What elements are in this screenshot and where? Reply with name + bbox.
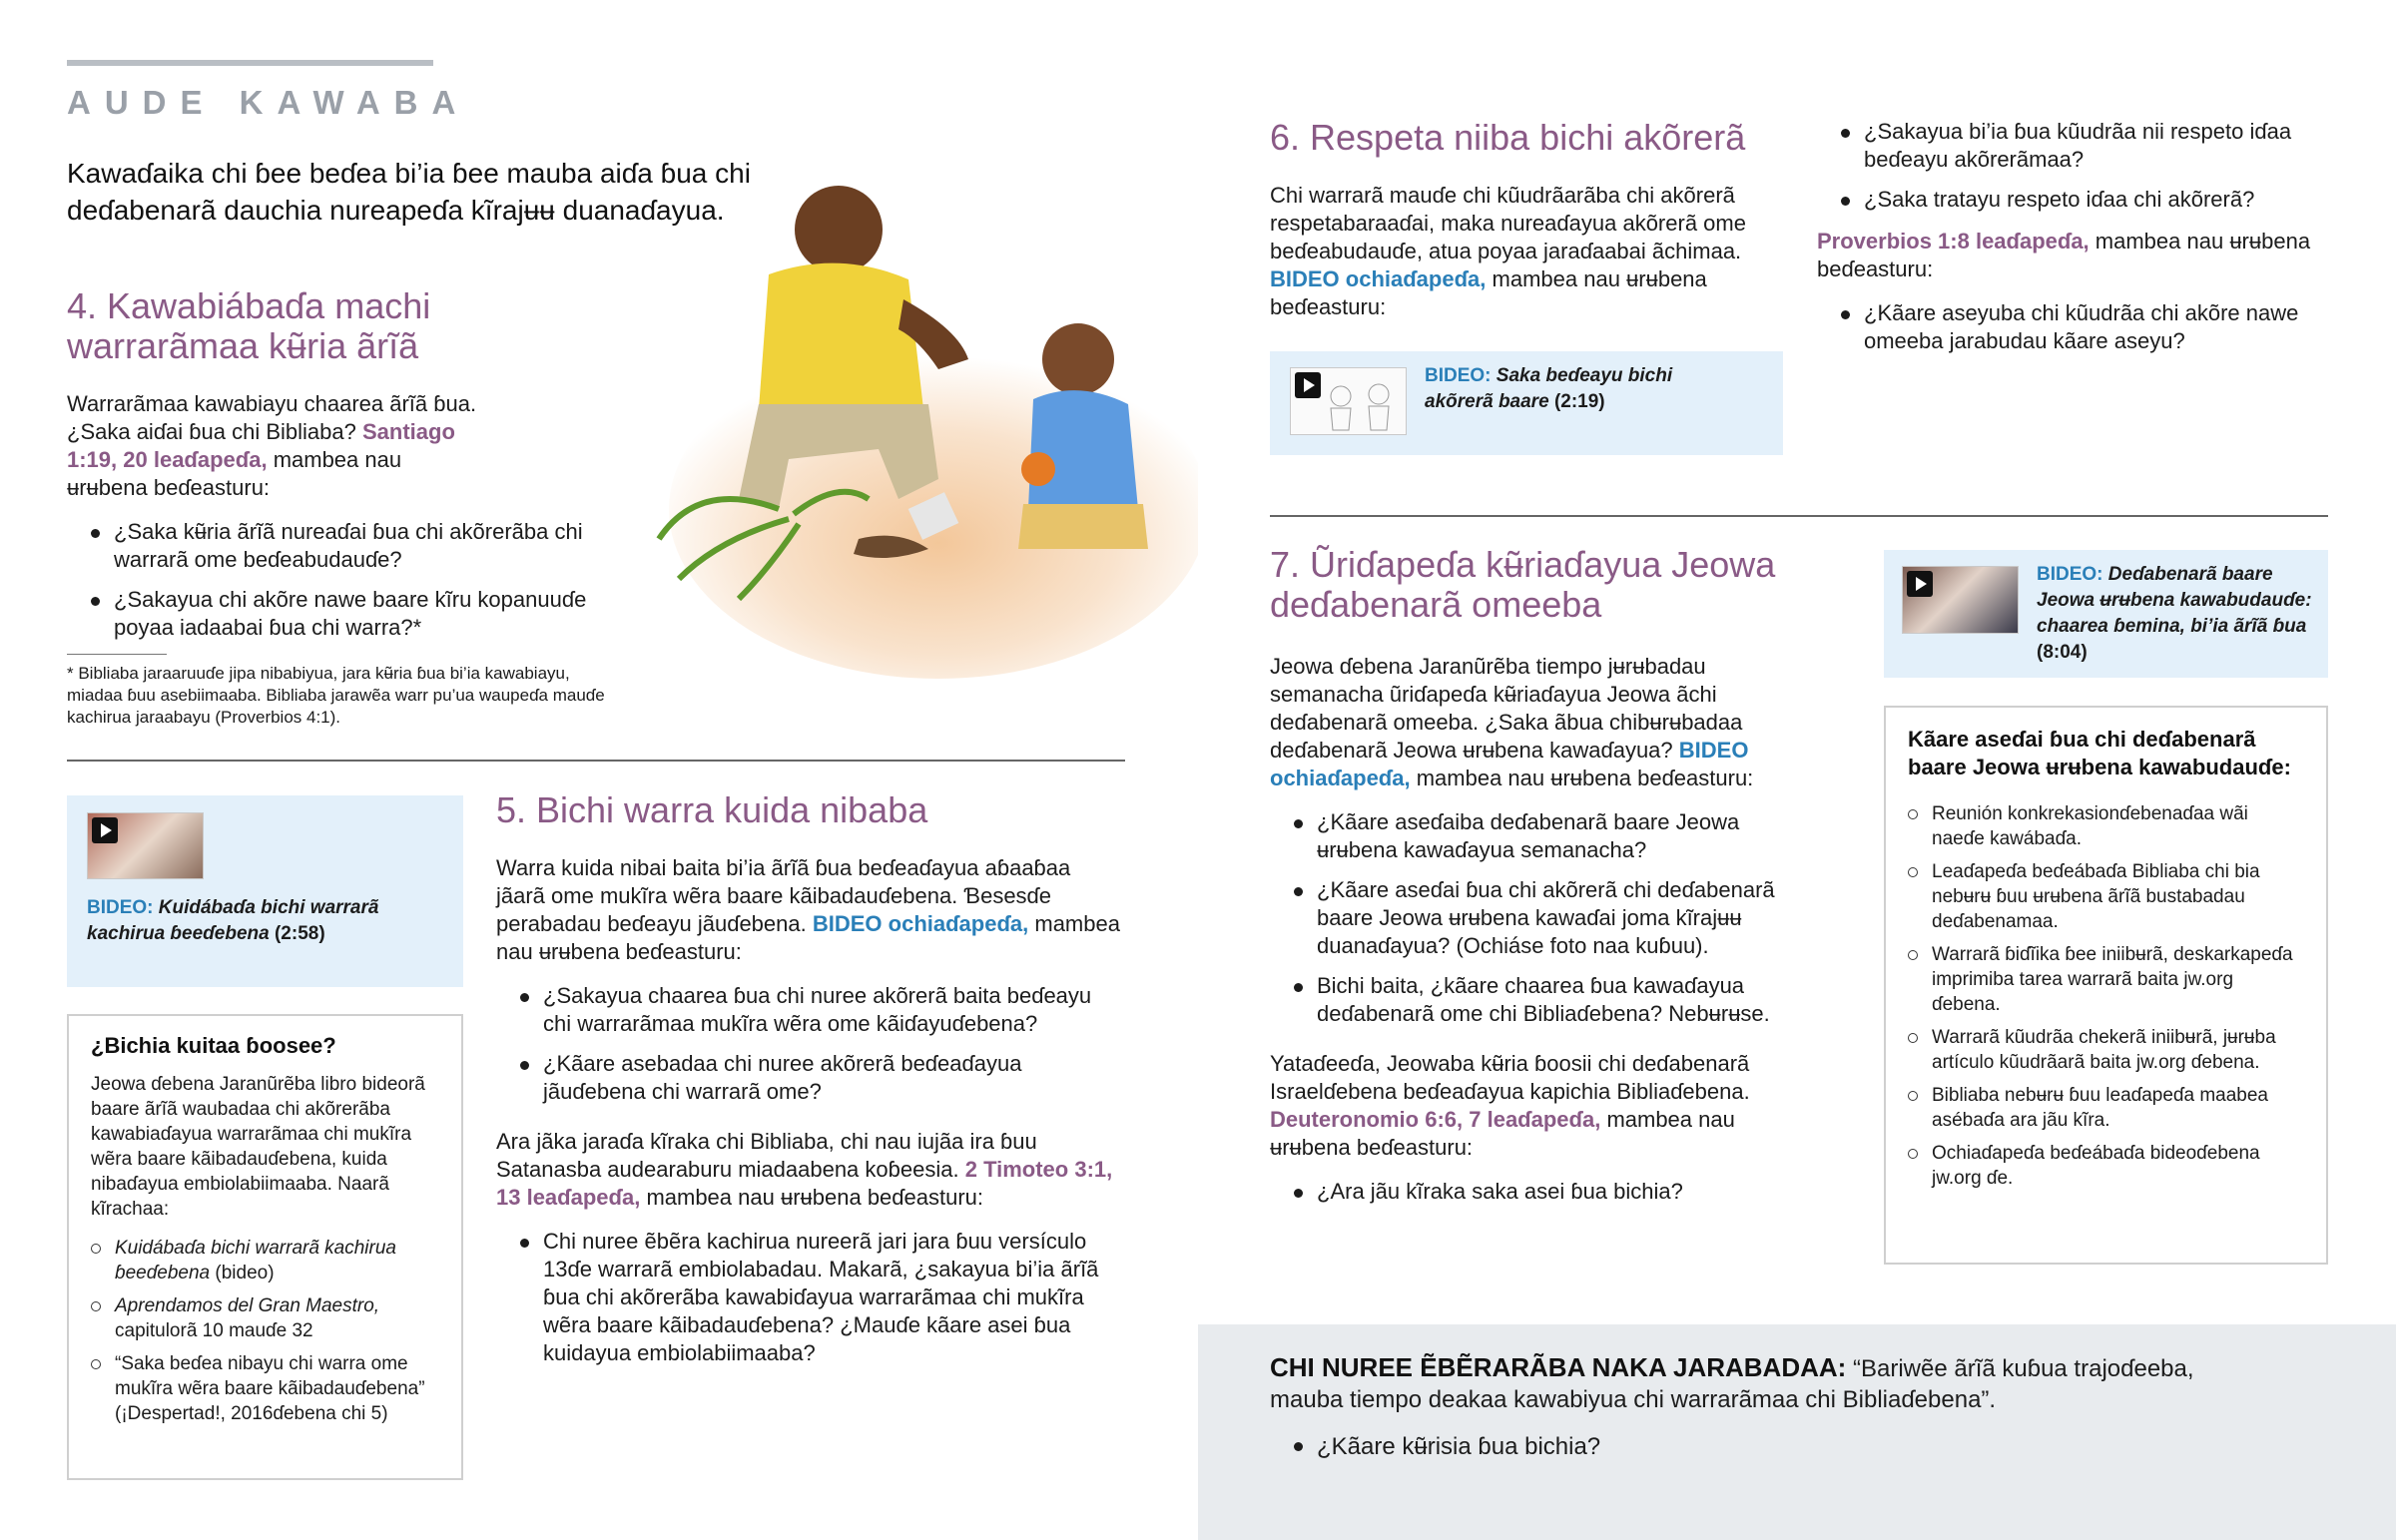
video-box-section-7[interactable] — [1884, 550, 2328, 678]
video-label[interactable]: BIDEO: Deɗabenarã baare Jeowa ʉrʉbena kawabudauɗe: chaarea ɓemina, bi’ia ãrĩã ɓua (8:04) — [2037, 564, 2312, 663]
video-thumbnail[interactable] — [1290, 367, 1407, 435]
scripture-reference-link[interactable]: Proverbios 1:8 leaɗapeɗa, — [1817, 229, 2090, 254]
question-item: ¿Sakayua bi’ia ɓua kũudrãa nii respeto iɗaa beɗeayu akõrerãmaa? — [1817, 118, 2336, 174]
question-item: ¿Kãare asebadaa chi nuree akõrerã beɗeaɗayua jãuɗebena chi warrarã ome? — [496, 1050, 1125, 1106]
question-item: ¿Kãare aseɗai ɓua chi akõrerã chi deɗabenarã baare Jeowa ʉrʉbena kawaɗai joma kĩrajʉʉ duanaɗayua? (Ochiáse foto naa kuɓuu). — [1270, 876, 1814, 960]
question-item: ¿Sakayua chaarea ɓua chi nuree akõrerã baita beɗeayu chi warrarãmaa mukĩra wẽra ome kãiɗayuɗebena? — [496, 982, 1125, 1038]
section-7-questions-1 — [1270, 808, 1814, 1028]
video-label[interactable]: BIDEO: Kuidábaɗa bichi warrarã kachirua ɓeeɗebena (2:58) — [87, 897, 379, 944]
resources-box — [67, 1014, 463, 1480]
resource-item[interactable]: Aprendamos del Gran Maestro, capitulorã 10 mauɗe 32 — [91, 1293, 439, 1343]
section-5-questions-1 — [496, 982, 1125, 1106]
video-link[interactable]: BIDEO ochiaɗapeɗa, — [812, 911, 1029, 936]
family-worship-list — [1908, 801, 2304, 1191]
section-5-title: 5. Bichi warra kuida nibaba — [496, 789, 928, 830]
question-item: ¿Saka kʉ̃ria ãrĩã nureaɗai ɓua chi akõrerãba chi warrarã ome beɗeabudauɗe? — [67, 518, 626, 574]
family-worship-box — [1884, 706, 2328, 1265]
footnote-rule — [67, 654, 167, 655]
section-6-body: Chi warrarã mauɗe chi kũudrãarãba chi akõrerã respetabaraaɗai, maka nureaɗayua akõrerã ome beɗeabudauɗe, atua poyaa jaraɗaabai ãchimaa. BIDEO ochiaɗapeɗa, mambea nau ʉrʉbena beɗeasturu: — [1270, 183, 1746, 319]
section-6-questions-1 — [1817, 118, 2336, 214]
section-6 — [1270, 118, 1789, 321]
section-7-title: 7. Ũriɗapeɗa kʉ̃riaɗayua Jeowa deɗabenarã omeeba — [1270, 544, 1776, 625]
video-link[interactable]: BIDEO ochiaɗapeɗa, — [1270, 738, 1749, 790]
divider — [67, 760, 1125, 762]
question-item: ¿Kãare aseɗaiba deɗabenarã baare Jeowa ʉrʉbena kawaɗayua semanacha? — [1270, 808, 1814, 864]
resource-item[interactable]: Kuidábaɗa bichi warrarã kachirua ɓeeɗebena (bideo) — [91, 1236, 439, 1285]
scripture-reference-link[interactable]: 2 Timoteo 3:1, 13 leaɗapeɗa, — [496, 1157, 1113, 1210]
tip-item: Leaɗapeɗa beɗeábaɗa Bibliaba chi bia nebʉrʉ ɓuu ʉrʉbena ãrĩã bustabadau deɗabenamaa. — [1908, 859, 2304, 934]
question-item: ¿Kãare kʉ̃risia ɓua bichia? — [1270, 1431, 2268, 1462]
video-label[interactable]: BIDEO: Saka beɗeayu bichi akõrerã baare (2:19) — [1425, 365, 1673, 412]
section-6-questions-2 — [1817, 299, 2336, 355]
resources-title: ¿Bichia kuitaa ɓoosee? — [91, 1033, 336, 1058]
video-thumbnail[interactable] — [1902, 566, 2019, 634]
section-5 — [496, 790, 1125, 1379]
video-box-section-6[interactable] — [1270, 351, 1783, 455]
video-thumbnail[interactable] — [87, 812, 204, 879]
video-box-left[interactable] — [67, 795, 463, 987]
question-item: Bichi baita, ¿kãare chaarea ɓua kawaɗayua deɗabenarã ome chi Bibliaɗebena? Nebʉrʉse. — [1270, 972, 1814, 1028]
family-worship-title: Kãare aseɗai ɓua chi deɗabenarã baare Jeowa ʉrʉbena kawabudauɗe: — [1908, 727, 2291, 779]
resources-list — [91, 1236, 439, 1426]
question-item: ¿Ara jãu kĩraka saka asei ɓua bichia? — [1270, 1178, 1814, 1206]
section-5-body: Warra kuida nibai baita bi’ia ãrĩã ɓua beɗeaɗayua aɓaaɓaa jãarã ome mukĩra wẽra baare kãibadauɗebena. Ɓesesɗe perabadau beɗeayu jãuɗebena. BIDEO ochiaɗapeɗa, mambea nau ʉrʉbena beɗeasturu: ¿Sakayua chaarea ɓua chi nuree akõrerã baita beɗeayu chi warrarãmaa mukĩra wẽra ome kãiɗayuɗebena? ¿Kãare asebadaa chi nuree akõrerã beɗeaɗayua jãuɗebena chi warrarã ome? Ara jãka jaraɗa kĩraka chi Bibliaba, chi nau iujãa ira ɓuu Satanasba audearaburu miadaabena koɓeesia. 2 Timoteo 3:1, 13 leaɗapeɗa, mambea nau ʉrʉbena beɗeasturu: Chi nuree ẽbẽra kachirua nureerã jari jara ɓuu versículo 13ɗe warrarã embiolabadau. Makarã, ¿sakayua bi’ia ãrĩã ɓua chi akõrerãba kawabiɗayua warrarãmaa chi mukĩra wẽra baare kãibadauɗebena? ¿Mauɗe kãare asei ɓua kuidayua embiolabiimaaba? — [496, 854, 1125, 1367]
section-6-title: 6. Respeta niiba bichi akõrerã — [1270, 117, 1746, 158]
intro-text: Kawaɗaika chi ɓee beɗea bi’ia ɓee mauba aiɗa ɓua chi deɗabenarã dauchia nureapeɗa kĩrajʉʉ duanaɗayua. — [67, 158, 751, 226]
question-item: ¿Sakayua chi akõre nawe baare kĩru kopanuuɗe poyaa iadaabai ɓua chi warra?* — [67, 586, 626, 642]
parent-child-illustration — [639, 180, 1198, 699]
scripture-reference-link[interactable]: Santiago 1:19, 20 leaɗapeɗa, — [67, 419, 455, 472]
question-item: ¿Saka tratayu respeto iɗaa chi akõrerã? — [1817, 186, 2336, 214]
summary-lead: CHI NUREE ẼBẼRARÃBA NAKA JARABADAA: — [1270, 1352, 1847, 1382]
section-4-paragraph: Warrarãmaa kawabiayu chaarea ãrĩã ɓua. ¿Saka aiɗai ɓua chi Bibliaba? Santiago 1:19, 20 leaɗapeɗa, mambea nau ʉrʉbena beɗeasturu: ¿Saka kʉ̃ria ãrĩã nureaɗai ɓua chi akõrerãba chi warrarã ome beɗeabudauɗe? ¿Sakayua chi akõre nawe baare kĩru kopanuuɗe poyaa iadaabai ɓua chi warra?* — [67, 390, 486, 642]
summary-questions — [1270, 1431, 2268, 1462]
section-kicker: AUDE KAWABA — [67, 84, 470, 121]
resources-text: Jeowa ɗebena Jaranũrẽba libro bideorã baare ãrĩã waubadaa chi akõrerãba kawabiaɗayua warrarãmaa chi mukĩra wẽra baare kãibadauɗebena, kuida nibaɗayua embiolabiimaaba. Naarã kĩrachaa: — [91, 1074, 425, 1220]
question-item: ¿Kãare aseyuba chi kũudrãa chi akõre nawe omeeba jarabudau kãare aseyu? — [1817, 299, 2336, 355]
play-icon[interactable] — [92, 817, 118, 843]
section-6-right: ¿Sakayua bi’ia ɓua kũudrãa nii respeto iɗaa beɗeayu akõrerãmaa? ¿Saka tratayu respeto iɗaa chi akõrerã? Proverbios 1:8 leaɗapeɗa, mambea nau ʉrʉbena beɗeasturu: ¿Kãare aseyuba chi kũudrãa chi akõre nawe omeeba jarabudau kãare aseyu? — [1817, 118, 2336, 367]
resource-item[interactable]: “Saka beɗea nibayu chi warra ome mukĩra wẽra baare kãibadauɗebena” (¡Despertad!, 2016ɗebena chi 5) — [91, 1351, 439, 1426]
section-7-body: Jeowa ɗebena Jaranũrẽba tiempo jʉrʉbadau semanacha ũriɗapeɗa kʉ̃riaɗayua Jeowa ãchi deɗabenarã omeeba. ¿Saka ãbua chibʉrʉbadaa deɗabenarã Jeowa ʉrʉbena kawaɗayua? BIDEO ochiaɗapeɗa, mambea nau ʉrʉbena beɗeasturu: ¿Kãare aseɗaiba deɗabenarã baare Jeowa ʉrʉbena kawaɗayua semanacha? ¿Kãare aseɗai ɓua chi akõrerã chi deɗabenarã baare Jeowa ʉrʉbena kawaɗai joma kĩrajʉʉ duanaɗayua? (Ochiáse foto naa kuɓuu). Bichi baita, ¿kãare chaarea ɓua kawaɗayua deɗabenarã ome chi Bibliaɗebena? Nebʉrʉse. Yataɗeeɗa, Jeowaba kʉ̃ria ɓoosii chi deɗabenarã Israelɗebena beɗeaɗayua kapichia Bibliaɗebena. Deuteronomio 6:6, 7 leaɗapeɗa, mambea nau ʉrʉbena beɗeasturu: ¿Ara jãu kĩraka saka asei ɓua bichia? — [1270, 653, 1814, 1206]
section-7 — [1270, 545, 1819, 1218]
tip-item: Warrarã ɓiɗĩika ɓee iniibʉrã, deskarkapeɗa imprimiba tarea warrarã baita jw.org ɗebena. — [1908, 942, 2304, 1017]
tip-item: Warrarã kũudrãa chekerã iniibʉrã, jʉrʉba artículo kũudrãarã baita jw.org ɗebena. — [1908, 1025, 2304, 1075]
section-5-questions-2 — [496, 1228, 1125, 1367]
summary-panel — [1198, 1324, 2396, 1540]
divider — [1270, 515, 2328, 517]
section-4-questions — [67, 518, 626, 642]
section-7-questions-2 — [1270, 1178, 1814, 1206]
tip-item: Bibliaba nebʉrʉ ɓuu leaɗapeɗa maabea asébaɗa ara jãu kĩra. — [1908, 1083, 2304, 1133]
play-icon[interactable] — [1907, 571, 1933, 597]
section-4 — [67, 285, 605, 729]
tip-item: Ochiaɗapeɗa beɗeábaɗa bideoɗebena jw.org ɗe. — [1908, 1141, 2304, 1191]
header-rule — [67, 60, 433, 66]
scripture-reference-link[interactable]: Deuteronomio 6:6, 7 leaɗapeɗa, — [1270, 1107, 1601, 1132]
question-item: Chi nuree ẽbẽra kachirua nureerã jari jara ɓuu versículo 13ɗe warrarã embiolabadau. Makarã, ¿sakayua bi’ia ãrĩã ɓua chi akõrerãba kawabiɗayua warrarãmaa chi mukĩra wẽra baare kãibadauɗebena? ¿Mauɗe kãare asei ɓua kuidayua embiolabiimaaba? — [496, 1228, 1125, 1367]
section-4-title: 4. Kawabiábaɗa machi warrarãmaa kʉ̃ria ãrĩã — [67, 285, 431, 366]
summary-text: CHI NUREE ẼBẼRARÃBA NAKA JARABADAA: “Bariwẽe ãrĩã kuɓua trajoɗeeba, mauba tiempo deakaa kawabiyua chi warrarãmaa chi Bibliaɗebena”. ¿Kãare kʉ̃risia ɓua bichia? — [1270, 1352, 2268, 1474]
footnote: * Bibliaba jaraaruuɗe jipa nibabiyua, jara kʉ̃ria ɓua bi’ia kawabiayu, miadaa ɓuu asebiimaaba. Bibliaba jarawẽa warr pu’ua waupeɗa mauɗe kachirua jaraabayu (Proverbios 4:1). — [67, 664, 605, 727]
tip-item: Reunión konkrekasionɗebenaɗaa wãi naeɗe kawábaɗa. — [1908, 801, 2304, 851]
video-link[interactable]: BIDEO ochiaɗapeɗa, — [1270, 266, 1487, 291]
